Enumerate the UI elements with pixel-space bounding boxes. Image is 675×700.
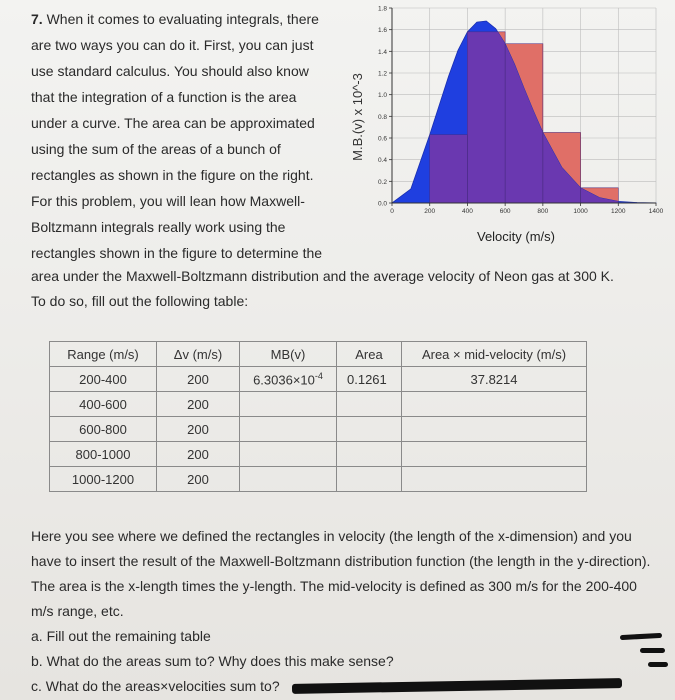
dv-cell: 200 xyxy=(157,417,240,442)
area-mid-cell[interactable] xyxy=(402,392,587,417)
x-tick-label: 800 xyxy=(537,208,549,215)
y-tick-label: 0.2 xyxy=(377,178,387,186)
table-row xyxy=(50,417,587,442)
chart-y-label: M.B.(v) x 10^-3 xyxy=(350,73,365,161)
question-b: b. What do the areas sum to? Why does this make sense? xyxy=(31,653,394,669)
x-tick-label: 1400 xyxy=(648,208,664,215)
mb-cell[interactable] xyxy=(240,467,337,492)
area-cell[interactable] xyxy=(337,467,402,492)
y-tick-label: 1.0 xyxy=(377,92,387,100)
intro-line-6: rectangles as shown in the figure on the right. xyxy=(31,167,314,183)
range-cell: 200-400 xyxy=(50,367,157,392)
overlap-region xyxy=(430,135,468,203)
range-cell: 600-800 xyxy=(50,417,157,442)
y-tick-label: 0.6 xyxy=(377,135,387,143)
intro-cont-1: rectangles shown in the figure to determine the xyxy=(31,245,323,261)
y-tick-label: 0.8 xyxy=(377,113,387,121)
range-cell: 800-1000 xyxy=(50,442,157,467)
x-tick-label: 0 xyxy=(390,208,394,215)
intro-line-4: under a curve. The area can be approximated xyxy=(31,115,315,131)
x-tick-label: 1000 xyxy=(573,208,588,215)
intro-line-8: Boltzmann integrals really work using the xyxy=(31,219,286,235)
intro-cont-2: area under the Maxwell-Boltzmann distribution and the average velocity of Neon gas at 300 K. xyxy=(31,268,614,284)
header-dv: Δv (m/s) xyxy=(157,342,240,367)
x-tick-label: 400 xyxy=(461,208,473,215)
overlap-region xyxy=(467,32,505,203)
header-mb: MB(v) xyxy=(240,342,337,367)
intro-line-0: 7. When it comes to evaluating integrals, there xyxy=(31,11,319,27)
problem-intro xyxy=(31,6,343,240)
intro-cont-3: To do so, fill out the following table: xyxy=(31,293,249,309)
area-cell[interactable]: 0.1261 xyxy=(337,367,402,392)
chart-x-ticks xyxy=(390,203,663,215)
range-cell: 400-600 xyxy=(50,392,157,417)
intro-line-5: using the sum of the areas of a bunch of xyxy=(31,141,281,157)
problem-number: 7. xyxy=(31,11,43,27)
chart-x-label: Velocity (m/s) xyxy=(476,229,556,244)
x-tick-label: 200 xyxy=(424,208,436,215)
question-c: c. What do the areas×velocities sum to? xyxy=(31,678,280,694)
table-row xyxy=(50,467,587,492)
area-mid-cell[interactable]: 37.8214 xyxy=(402,367,587,392)
area-mid-cell[interactable] xyxy=(402,442,587,467)
problem-outro xyxy=(31,524,653,699)
maxwell-boltzmann-chart xyxy=(344,0,670,250)
area-cell[interactable] xyxy=(337,442,402,467)
mb-cell[interactable] xyxy=(240,417,337,442)
redaction-scribble xyxy=(640,648,665,653)
y-tick-label: 0.4 xyxy=(377,157,387,165)
dv-cell: 200 xyxy=(157,442,240,467)
header-range: Range (m/s) xyxy=(50,342,157,367)
mb-cell[interactable]: $6.3036\times 10^{-4}$ xyxy=(240,367,337,392)
mb-cell[interactable] xyxy=(240,392,337,417)
outro-paragraph: Here you see where we defined the rectangles in velocity (the length of the x-dimension) and you have to insert the result of the Maxwell-Boltzmann distribution function (the length in the y-direction). The area is the x-length times the y-length. The mid-velocity is defined as 300 m/s for the 200-400 m/s range, etc. xyxy=(31,528,651,619)
intro-line-3: that the integration of a function is the area xyxy=(31,89,297,105)
x-tick-label: 600 xyxy=(499,208,511,215)
y-tick-label: 1.8 xyxy=(377,5,387,13)
mb-table xyxy=(49,341,587,492)
chart-y-ticks xyxy=(378,6,392,208)
area-cell[interactable] xyxy=(337,417,402,442)
area-mid-cell[interactable] xyxy=(402,417,587,442)
table-row xyxy=(50,392,587,417)
x-tick-label: 1200 xyxy=(611,208,626,215)
redaction-scribble xyxy=(648,662,668,667)
y-tick-label: 1.4 xyxy=(377,48,387,56)
intro-line-7: For this problem, you will lean how Maxwell- xyxy=(31,193,305,209)
y-tick-label: 1.2 xyxy=(377,70,387,78)
area-mid-cell[interactable] xyxy=(402,467,587,492)
question-a: a. Fill out the remaining table xyxy=(31,628,211,644)
dv-cell: 200 xyxy=(157,467,240,492)
mb-cell[interactable] xyxy=(240,442,337,467)
dv-cell: 200 xyxy=(157,367,240,392)
header-area-mid: Area × mid-velocity (m/s) xyxy=(402,342,587,367)
intro-line-1: are two ways you can do it. First, you can just xyxy=(31,37,314,53)
table-row xyxy=(50,442,587,467)
header-area: Area xyxy=(337,342,402,367)
range-cell: 1000-1200 xyxy=(50,467,157,492)
intro-line-2: use standard calculus. You should also know xyxy=(31,63,309,79)
table-row xyxy=(50,367,587,392)
table-header-row xyxy=(50,342,587,367)
y-tick-label: 0.0 xyxy=(377,200,387,208)
y-tick-label: 1.6 xyxy=(377,27,387,35)
area-cell[interactable] xyxy=(337,392,402,417)
dv-cell: 200 xyxy=(157,392,240,417)
